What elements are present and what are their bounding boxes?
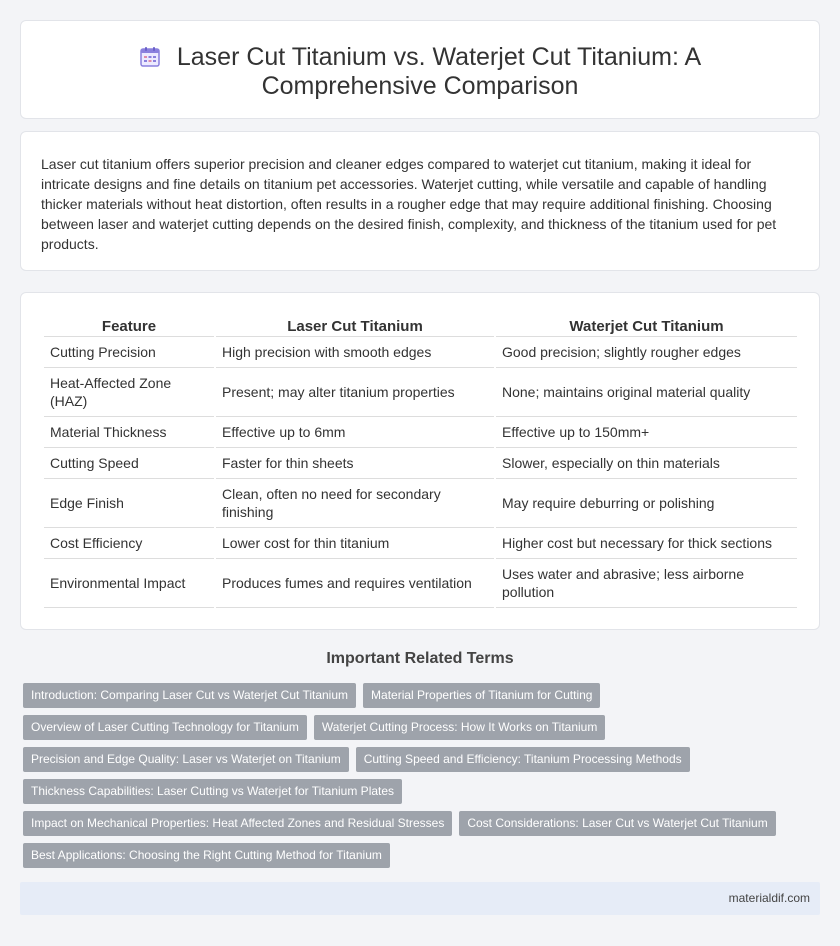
related-term-link[interactable]: Cost Considerations: Laser Cut vs Waterjet Cut Titanium	[459, 811, 775, 836]
table-cell: Good precision; slightly rougher edges	[496, 337, 797, 368]
table-cell: Cutting Precision	[44, 337, 214, 368]
related-term-link[interactable]: Waterjet Cutting Process: How It Works on Titanium	[314, 715, 605, 740]
related-term-link[interactable]: Precision and Edge Quality: Laser vs Waterjet on Titanium	[23, 747, 349, 772]
table-cell: Uses water and abrasive; less airborne pollution	[496, 559, 797, 608]
table-cell: None; maintains original material quality	[496, 368, 797, 417]
column-header: Feature	[44, 315, 214, 337]
related-term-link[interactable]: Overview of Laser Cutting Technology for Titanium	[23, 715, 307, 740]
table-cell: Slower, especially on thin materials	[496, 448, 797, 479]
table-cell: Edge Finish	[44, 479, 214, 528]
table-cell: Cost Efficiency	[44, 528, 214, 559]
table-cell: High precision with smooth edges	[216, 337, 494, 368]
table-row	[44, 479, 797, 528]
table-row	[44, 417, 797, 448]
table-cell: May require deburring or polishing	[496, 479, 797, 528]
title-card	[20, 20, 820, 119]
page-title	[51, 43, 789, 101]
related-term-link[interactable]: Impact on Mechanical Properties: Heat Affected Zones and Residual Stresses	[23, 811, 452, 836]
table-header-row	[44, 315, 797, 337]
table-cell: Faster for thin sheets	[216, 448, 494, 479]
column-header: Laser Cut Titanium	[216, 315, 494, 337]
site-link[interactable]: materialdif.com	[728, 891, 810, 905]
table-cell: Heat-Affected Zone (HAZ)	[44, 368, 214, 417]
related-term-link[interactable]: Cutting Speed and Efficiency: Titanium Processing Methods	[356, 747, 690, 772]
calendar-icon	[139, 46, 161, 68]
table-cell: Cutting Speed	[44, 448, 214, 479]
table-row	[44, 337, 797, 368]
related-term-link[interactable]: Best Applications: Choosing the Right Cutting Method for Titanium	[23, 843, 390, 868]
related-terms-heading: Important Related Terms	[326, 650, 514, 667]
table-cell: Effective up to 150mm+	[496, 417, 797, 448]
table-cell: Environmental Impact	[44, 559, 214, 608]
table-cell: Effective up to 6mm	[216, 417, 494, 448]
table-row	[44, 368, 797, 417]
comparison-card	[20, 292, 820, 630]
table-cell: Clean, often no need for secondary finishing	[216, 479, 494, 528]
intro-paragraph: Laser cut titanium offers superior precision and cleaner edges compared to waterjet cut titanium, making it ideal for intricate designs and fine details on titanium pet accessories. Waterjet cutting, while versatile and capable of handling thicker materials without heat distortion, often results in a rougher edge that may require additional finishing. Choosing between laser and waterjet cutting depends on the desired finish, complexity, and thickness of the titanium used for pet products.	[41, 156, 777, 252]
related-term-link[interactable]: Material Properties of Titanium for Cutting	[363, 683, 600, 708]
related-term-link[interactable]: Introduction: Comparing Laser Cut vs Waterjet Cut Titanium	[23, 683, 356, 708]
table-cell: Material Thickness	[44, 417, 214, 448]
table-row	[44, 559, 797, 608]
table-cell: Present; may alter titanium properties	[216, 368, 494, 417]
intro-card	[20, 131, 820, 271]
footer	[20, 882, 820, 915]
table-cell: Produces fumes and requires ventilation	[216, 559, 494, 608]
related-terms-list	[23, 683, 813, 875]
table-cell: Lower cost for thin titanium	[216, 528, 494, 559]
page-title-text: Laser Cut Titanium vs. Waterjet Cut Titanium: A Comprehensive Comparison	[176, 43, 702, 100]
related-term-link[interactable]: Thickness Capabilities: Laser Cutting vs Waterjet for Titanium Plates	[23, 779, 402, 804]
table-row	[44, 448, 797, 479]
table-cell: Higher cost but necessary for thick sections	[496, 528, 797, 559]
column-header: Waterjet Cut Titanium	[496, 315, 797, 337]
comparison-table	[42, 315, 799, 608]
table-row	[44, 528, 797, 559]
